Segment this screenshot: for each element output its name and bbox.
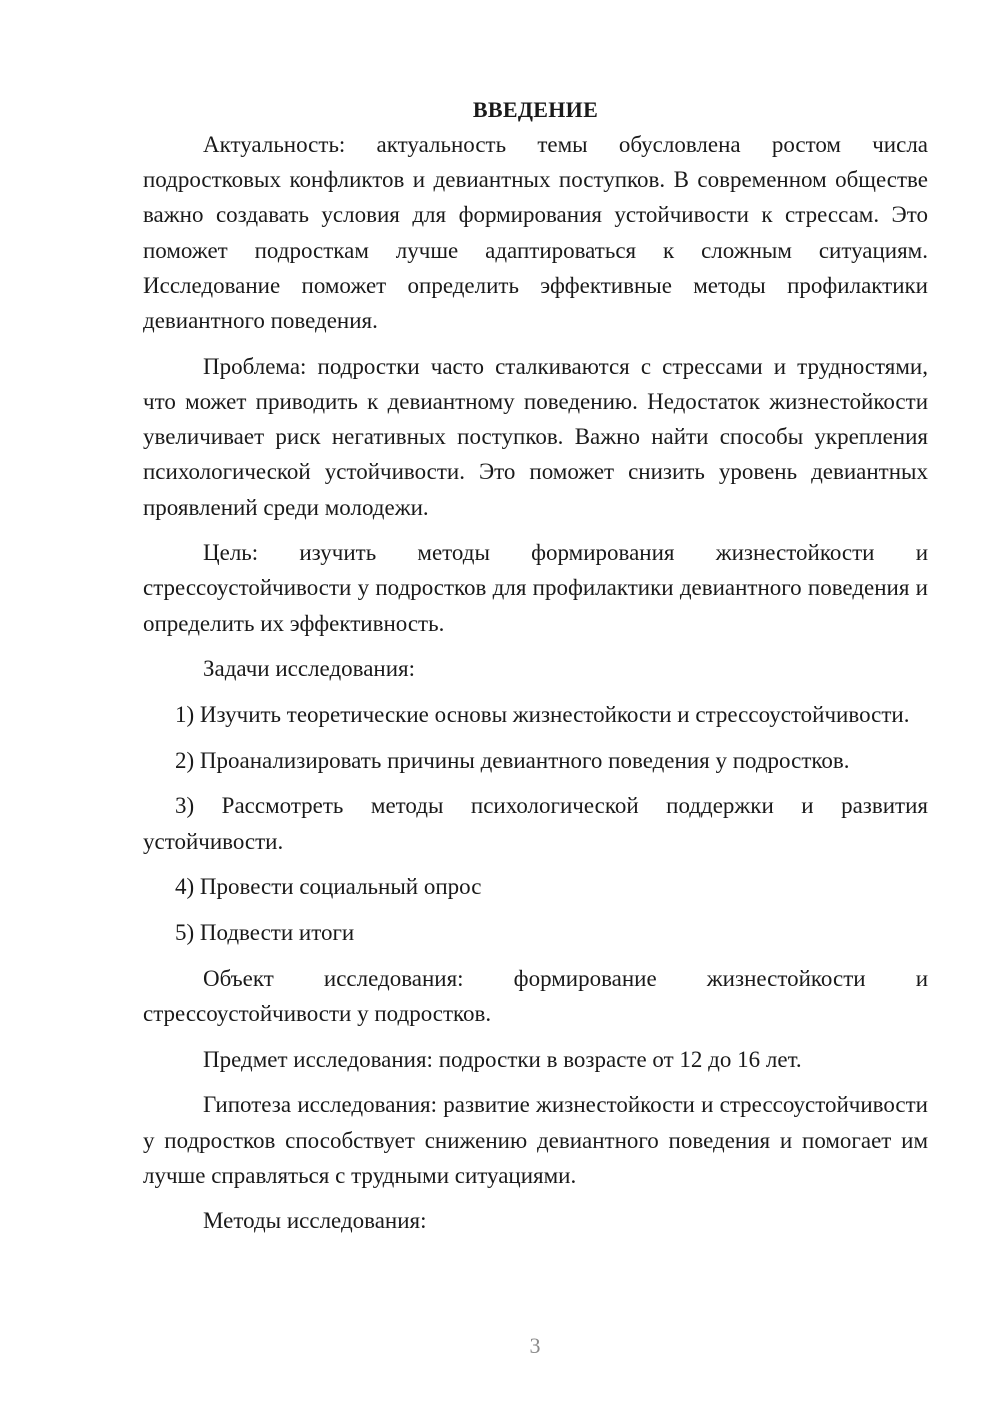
relevance-paragraph: Актуальность: актуальность темы обусловлена ростом числа подростковых конфликтов и девиантных поступков. В современном обществе важно создавать условия для формирования устойчивости к стрессам. Это поможет подросткам лучше адаптироваться к сложным ситуациям. Исследование поможет определить эффективные методы профилактики девиантного поведения. — [143, 132, 928, 334]
methods-heading: Методы исследования: — [203, 1208, 427, 1234]
page-content — [143, 92, 928, 1249]
task-item-5: 5) Подвести итоги — [175, 920, 355, 946]
hypothesis-paragraph: Гипотеза исследования: развитие жизнестойкости и стрессоустойчивости у подростков способствует снижению девиантного поведения и помогает им лучше справляться с трудными ситуациями. — [143, 1092, 928, 1188]
tasks-heading: Задачи исследования: — [203, 656, 416, 682]
section-title: ВВЕДЕНИЕ — [472, 97, 599, 122]
task-item-3: 3) Рассмотреть методы психологической поддержки и развития устойчивости. — [143, 793, 928, 854]
problem-paragraph: Проблема: подростки часто сталкиваются с стрессами и трудностями, что может приводить к девиантному поведению. Недостаток жизнестойкости увеличивает риск негативных поступков. Важно найти способы укрепления психологической устойчивости. Это поможет снизить уровень девиантных проявлений среди молодежи. — [143, 353, 928, 520]
object-paragraph: Объект исследования: формирование жизнестойкости и стрессоустойчивости у подростков. — [143, 965, 928, 1026]
task-item-1: 1) Изучить теоретические основы жизнестойкости и стрессоустойчивости. — [175, 702, 910, 728]
page-number: 3 — [529, 1333, 541, 1358]
task-item-4: 4) Провести социальный опрос — [175, 874, 482, 900]
goal-paragraph: Цель: изучить методы формирования жизнестойкости и стрессоустойчивости у подростков для профилактики девиантного поведения и определить их эффективность. — [143, 540, 928, 636]
subject-paragraph: Предмет исследования: подростки в возрасте от 12 до 16 лет. — [203, 1046, 802, 1072]
task-item-2: 2) Проанализировать причины девиантного поведения у подростков. — [175, 747, 850, 773]
